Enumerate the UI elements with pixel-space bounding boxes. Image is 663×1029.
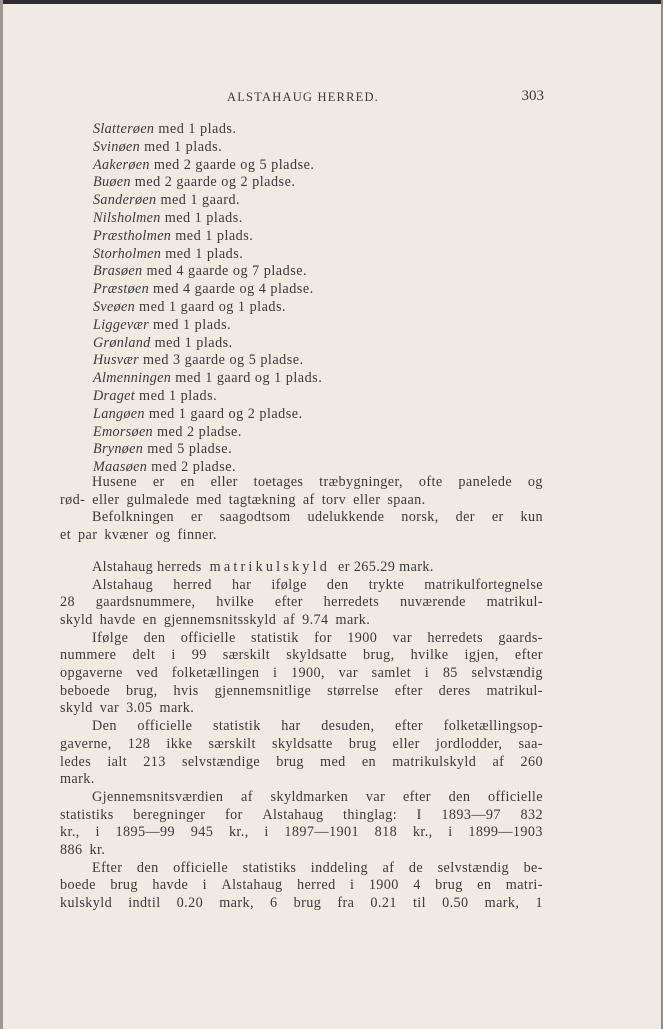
text-line: kr., i 1895—99 945 kr., i 1897—1901 818 kr., i 1899—1903 (60, 824, 543, 841)
place-description: med 3 gaarde og 5 pladse. (143, 352, 304, 369)
text-segment: er 265.29 mark. (338, 558, 434, 575)
farm-list-item (93, 281, 553, 299)
body-text (60, 474, 543, 913)
place-name: Præstholmen (93, 227, 172, 244)
farm-list-item (93, 388, 553, 406)
paragraph-inddeling (60, 860, 543, 913)
text-segment: Alstahaug herreds (92, 558, 202, 575)
farm-list-item (93, 352, 553, 370)
farm-list-item (93, 299, 553, 317)
place-name: Maasøen (93, 459, 148, 476)
place-name: Brynøen (93, 441, 144, 458)
place-name: Brasøen (93, 263, 143, 280)
place-description: med 2 gaarde og 5 pladse. (153, 156, 315, 173)
text-line: gaverne, 128 ikke særskilt skyldsatte brug eller jordlodder, saa- (60, 735, 543, 752)
place-name: Buøen (93, 174, 131, 191)
text-line: ledes ialt 213 selvstændige brug med en matrikulskyld af 260 (60, 753, 543, 770)
paragraph-matrikulskyld (60, 559, 543, 577)
farm-list-item (93, 121, 553, 139)
place-name: Liggevær (93, 316, 149, 333)
farm-list-item (93, 192, 553, 210)
text-line: et par kvæner og finner. (60, 527, 217, 544)
place-description: med 1 plads. (153, 316, 232, 333)
paragraph-skyldmark-value (60, 789, 543, 860)
paragraph-jordlodder (60, 718, 543, 789)
place-description: med 4 gaarde og 7 pladse. (146, 263, 308, 280)
place-description: med 1 plads. (164, 209, 243, 226)
farm-list-item (93, 424, 553, 442)
scan-border-left (0, 0, 3, 1029)
place-description: med 2 gaarde og 2 pladse. (134, 174, 296, 191)
text-line: 28 gaardsnummere, hvilke efter herredets nuværende matrikul- (60, 594, 543, 611)
text-line: Ifølge den officielle statistik for 1900 var herredets gaards- (92, 629, 543, 646)
place-description: med 2 pladse. (156, 423, 242, 440)
farm-list (93, 121, 553, 477)
text-line: skyld var 3.05 mark. (60, 700, 195, 717)
farm-list-item (93, 441, 553, 459)
place-name: Grønland (93, 334, 151, 351)
text-line: mark. (60, 771, 95, 788)
running-title: ALSTAHAUG HERRED. (226, 90, 380, 104)
place-name: Draget (93, 387, 135, 404)
paragraph-statistik-1900 (60, 630, 543, 719)
page-header (62, 88, 544, 108)
farm-list-item (93, 174, 553, 192)
farm-list-item (93, 139, 553, 157)
paragraph-houses (60, 474, 543, 509)
paragraph-population (60, 509, 543, 544)
text-line: opgaverne ved folketællingen i 1900, var samlet i 85 selvstændig (60, 665, 543, 682)
place-description: med 1 plads. (154, 334, 233, 351)
place-description: med 1 plads. (139, 387, 218, 404)
place-description: med 4 gaarde og 4 pladse. (153, 281, 314, 298)
place-name: Langøen (93, 405, 145, 422)
place-name: Svinøen (93, 138, 141, 155)
place-name: Præstøen (93, 281, 149, 298)
text-line: Efter den officielle statistiks inddeling af de selvstændig be- (92, 859, 543, 876)
place-description: med 1 gaard og 2 pladse. (148, 405, 303, 422)
place-description: med 1 gaard og 1 plads. (175, 370, 323, 387)
paragraph-gaardsnummere (60, 577, 543, 630)
farm-list-item (93, 263, 553, 281)
farm-list-item (93, 317, 553, 335)
place-name: Emorsøen (93, 423, 153, 440)
place-name: Husvær (93, 352, 139, 369)
place-description: med 1 gaard og 1 plads. (139, 298, 287, 315)
place-description: med 1 gaard. (160, 192, 241, 209)
text-line: skyld havde en gjennemsnitsskyld af 9.74 mark. (60, 611, 371, 628)
farm-list-item (93, 210, 553, 228)
place-name: Almenningen (93, 370, 172, 387)
place-name: Slatterøen (93, 121, 155, 137)
farm-list-item (93, 228, 553, 246)
farm-list-item (93, 246, 553, 264)
text-line: nummere delt i 99 særskilt skyldsatte brug, hvilke igjen, efter (60, 647, 543, 664)
text-line: boede brug havde i Alstahaug herred i 1900 4 brug en matri- (60, 877, 543, 894)
place-name: Sveøen (93, 298, 135, 315)
place-description: med 5 pladse. (147, 441, 233, 458)
text-line: Befolkningen er saagodtsom udelukkende norsk, der er kun (92, 509, 543, 526)
place-name: Nilsholmen (93, 209, 161, 226)
place-description: med 2 pladse. (151, 459, 237, 476)
place-description: med 1 plads. (158, 121, 237, 137)
place-description: med 1 plads. (165, 245, 244, 262)
text-line: kulskyld indtil 0.20 mark, 6 brug fra 0.21 til 0.50 mark, 1 (60, 895, 543, 912)
text-line (60, 559, 543, 577)
farm-list-item (93, 157, 553, 175)
farm-list-item (93, 406, 553, 424)
text-line: beboede brug, hvis gjennemsnitlige størrelse efter deres matrikul- (60, 682, 543, 699)
place-description: med 1 plads. (175, 227, 254, 244)
page-number: 303 (521, 88, 544, 104)
text-line: Husene er en eller toetages træbygninger, ofte panelede og (92, 474, 543, 490)
farm-list-item (93, 335, 553, 353)
place-name: Aakerøen (93, 156, 150, 173)
text-line: rød- eller gulmalede med tagtækning af torv eller spaan. (60, 491, 426, 508)
place-name: Sanderøen (93, 192, 157, 209)
farm-list-item (93, 370, 553, 388)
scan-border-top (0, 0, 663, 4)
place-name: Storholmen (93, 245, 162, 262)
emphasized-term: matrikulskyld (209, 558, 331, 575)
text-line: Alstahaug herred har ifølge den trykte matrikulfortegnelse (92, 576, 543, 593)
text-line: 886 kr. (60, 842, 106, 859)
place-description: med 1 plads. (144, 138, 223, 155)
text-line: Gjennemsnitsværdien af skyldmarken var efter den officielle (92, 788, 543, 805)
paragraph-gap (60, 545, 543, 559)
text-line: statistiks beregninger for Alstahaug thinglag: I 1893—97 832 (60, 806, 543, 823)
text-line: Den officielle statistik har desuden, efter folketællingsop- (92, 718, 543, 735)
